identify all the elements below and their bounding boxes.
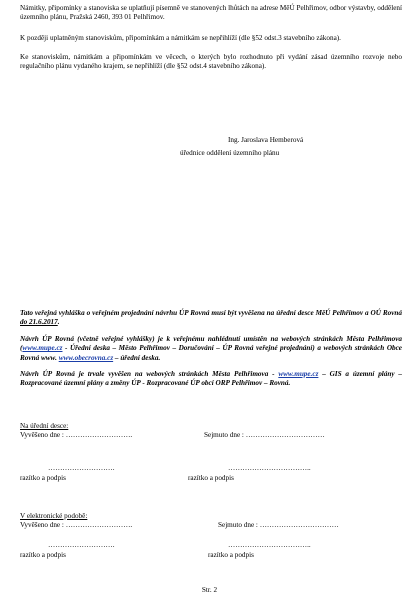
signatory-role: úřednice oddělení územního plánu bbox=[180, 149, 280, 157]
mupe-gis-link[interactable]: www.mupe.cz bbox=[278, 370, 319, 378]
board-stamp-left: razítko a podpis bbox=[20, 474, 66, 482]
electronic-stamp-left: razítko a podpis bbox=[20, 551, 66, 559]
electronic-removed-date: Sejmuto dne : …………………………… bbox=[218, 521, 339, 529]
electronic-dots-right: …………………………….. bbox=[228, 541, 311, 549]
electronic-stamp-right: razítko a podpis bbox=[208, 551, 254, 559]
mupe-link[interactable]: www.mupe.cz bbox=[22, 344, 63, 353]
board-removed-date: Sejmuto dne : …………………………… bbox=[204, 431, 325, 439]
notice-posting-requirement bbox=[20, 309, 402, 328]
notice-posting-deadline: do 21.6.2017 bbox=[20, 318, 58, 327]
late-submission-paragraph: K později uplatněným stanoviskům, připomínkám a námitkám se nepřihlíží (dle §52 odst.3 stavebního zákona). bbox=[20, 34, 341, 42]
electronic-posted-date: Vyvěšeno dne : ………………………. bbox=[20, 521, 133, 529]
electronic-heading: V elektronické podobě: bbox=[20, 512, 88, 520]
board-dots-left: ………………………. bbox=[48, 464, 115, 472]
notice-public-viewing bbox=[20, 335, 402, 363]
board-posted-date: Vyvěšeno dne : ………………………. bbox=[20, 431, 133, 439]
electronic-dots-left: ………………………. bbox=[48, 541, 115, 549]
board-stamp-right: razítko a podpis bbox=[188, 474, 234, 482]
regional-plan-paragraph: Ke stanoviskům, námitkám a připomínkám ve věcech, o kterých bylo rozhodnuto při vydání zásad územního rozvoje nebo regulačního plánu vydaného krajem, se nepřihlíží (dle §52 odst.4 stavebního zákona). bbox=[20, 53, 402, 71]
notice-viewing-text-a: Návrh ÚP Rovná (včetně veřejné vyhlášky) je k veřejnému nahlédnutí umístěn na webových stránkách Města Pelhřimova ( bbox=[20, 335, 402, 353]
obecrovna-link[interactable]: www.obecrovna.cz bbox=[58, 353, 114, 362]
signatory-name: Ing. Jaroslava Hemberová bbox=[228, 136, 304, 144]
notice-posting-end: . bbox=[57, 318, 60, 327]
board-dots-right: …………………………….. bbox=[228, 464, 311, 472]
official-board-heading: Na úřední desce: bbox=[20, 422, 69, 430]
page-number: Str. 2 bbox=[201, 586, 218, 594]
objection-address-paragraph: Námitky, připomínky a stanoviska se uplatňují písemně ve stanovených lhůtách na adrese MěÚ Pelhřimov, odbor výstavby, oddělení územního plánu, Pražská 2460, 393 01 Pelhřimov. bbox=[20, 4, 402, 22]
notice-viewing-text-c: – úřední deska. bbox=[113, 353, 161, 362]
notice-viewing-text-b: - Úřední deska – Město Pelhřimov – Doručování – ÚP Rovná veřejné projednání) a webových stránkách Obce Rovná www. bbox=[20, 344, 402, 362]
notice-permanent-text-a: Návrh ÚP Rovná je trvale vyvěšen na webových stránkách Města Pelhřimova - bbox=[20, 370, 279, 378]
notice-posting-text: Tato veřejná vyhláška o veřejném projednání návrhu ÚP Rovná musí být vyvěšena na úřední desce MěÚ Pelhřimov a OÚ Rovná bbox=[20, 309, 402, 317]
notice-permanent-text-b: – GIS a územní plány – Rozpracované územní plány a změny ÚP - Rozpracované ÚP obcí ORP Pelhřimov – Rovná. bbox=[20, 370, 402, 388]
notice-permanent-posting bbox=[20, 370, 402, 389]
